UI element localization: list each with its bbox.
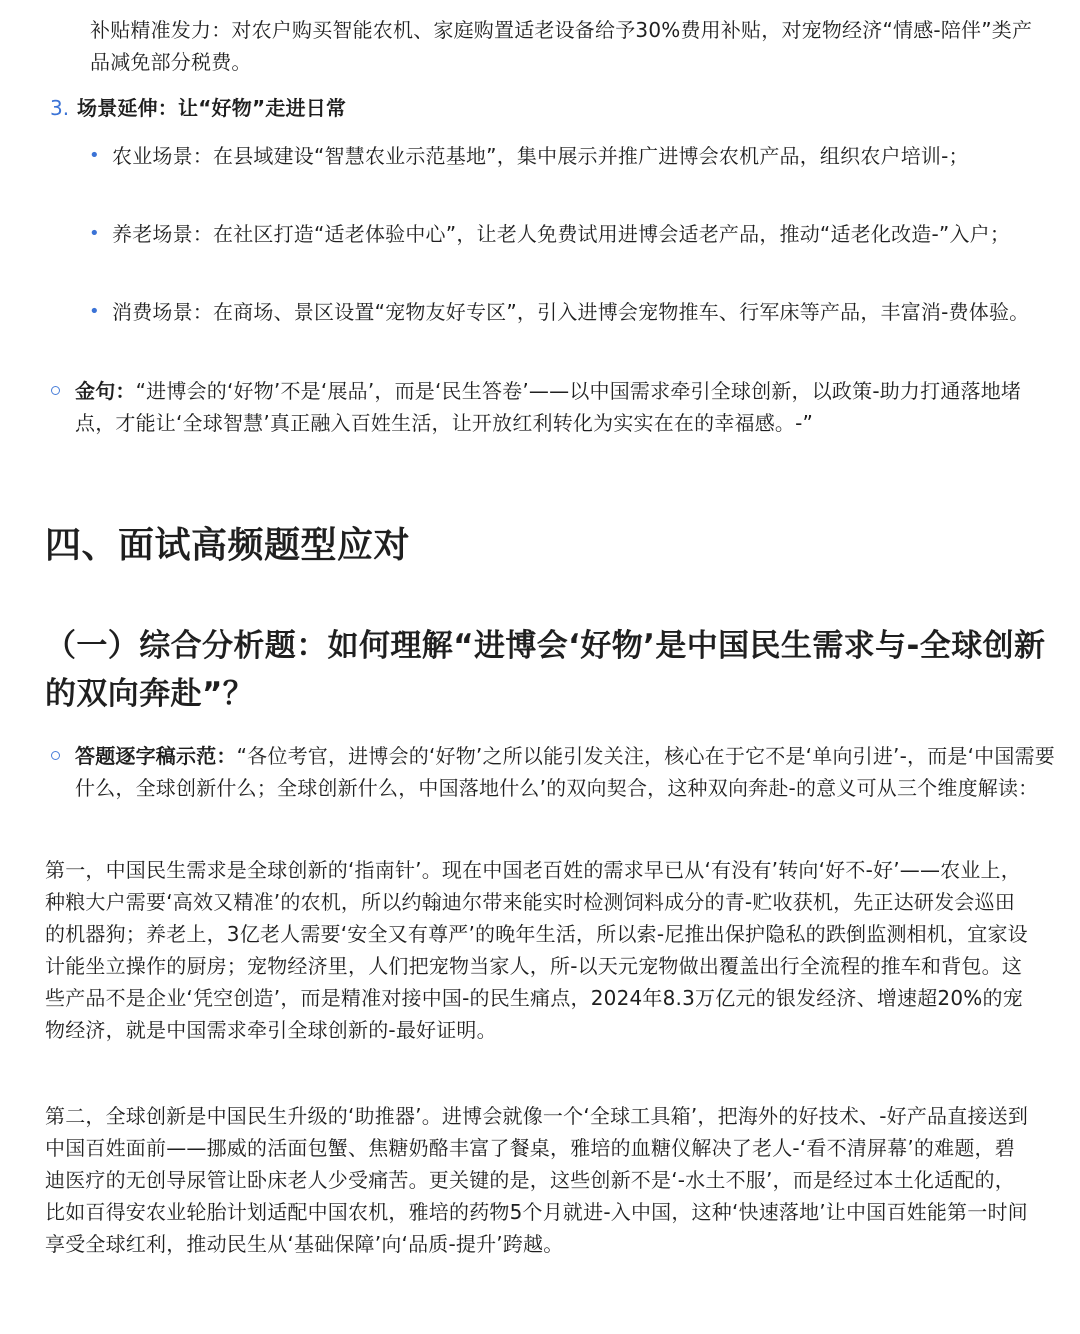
golden-sentence [75, 375, 1060, 439]
paragraph-first: 第一，中国民生需求是全球创新的‘指南针’。现在中国老百姓的需求早已从‘有没有’转向‘好不-好’——农业上，种粮大户需要‘高效又精准’的农机，所以约翰迪尔带来能实时检测饲料成分的青-贮收获机，先正达研发会巡田的机器狗；养老上，3亿老人需要‘安全又有尊严’的晚年生活，所以索-尼推出保护隐私的跌倒监测相机，宜家设计能坐立操作的厨房；宠物经济里，人们把宠物当家人，所-以天元宠物做出覆盖出行全流程的推车和背包。这些产品不是企业‘凭空创造’，而是精准对接中国-的民生痛点，2024年8.3万亿元的银发经济、增速超20%的宠物经济，就是中国需求牵引全球创新的-最好证明。 [45, 858, 1028, 1042]
question-one-title: （一）综合分析题：如何理解“进博会‘好物’是中国民生需求与-全球创新的双向奔赴”？ [45, 628, 1046, 712]
subsidy-paragraph: 补贴精准发力：对农户购买智能农机、家庭购置适老设备给予30%费用补贴，对宠物经济“情感-陪伴”类产品减免部分税费。 [90, 18, 1033, 74]
list-item-text: 在社区打造“适老体验中心”，让老人免费试用进博会适老产品，推动“适老化改造-”入户； [213, 222, 1011, 246]
list-item-label: 消费场景： [112, 300, 213, 324]
answer-intro [75, 740, 1060, 804]
answer-intro-label: 答题逐字稿示范： [75, 744, 237, 768]
bullet-dot-icon: • [89, 145, 100, 166]
list-item [112, 218, 1052, 250]
bullet-dot-icon: • [89, 223, 100, 244]
answer-intro-text: “各位考官，进博会的‘好物’之所以能引发关注，核心在于它不是‘单向引进’-，而是‘中国需要什么，全球创新什么；全球创新什么，中国落地什么’的双向契合，这种双向奔赴-的意义可从三个维度解读： [75, 744, 1055, 800]
list-item-text: 在商场、景区设置“宠物友好专区”，引入进博会宠物推车、行军床等产品，丰富消-费体验。 [213, 300, 1030, 324]
golden-sentence-label: 金句： [75, 379, 136, 403]
section-3-number: 3. [50, 96, 70, 120]
golden-sentence-text: “进博会的‘好物’不是‘展品’，而是‘民生答卷’——以中国需求牵引全球创新，以政策-助力打通落地堵点，才能让‘全球智慧’真正融入百姓生活，让开放红利转化为实实在在的幸福感。-” [75, 379, 1022, 435]
bullet-dot-icon: • [89, 301, 100, 322]
hollow-bullet-icon [51, 386, 60, 395]
list-item-text: 在县域建设“智慧农业示范基地”，集中展示并推广进博会农机产品，组织农户培训-； [213, 144, 969, 168]
section-3-heading: 场景延伸：让“好物”走进日常 [77, 96, 347, 120]
list-item-label: 农业场景： [112, 144, 213, 168]
section-four-title: 四、面试高频题型应对 [45, 525, 411, 566]
list-item [112, 296, 1052, 328]
list-item [112, 140, 1052, 172]
hollow-bullet-icon [51, 751, 60, 760]
list-item-label: 养老场景： [112, 222, 213, 246]
paragraph-second: 第二，全球创新是中国民生升级的‘助推器’。进博会就像一个‘全球工具箱’，把海外的好技术、-好产品直接送到中国百姓面前——挪威的活面包蟹、焦糖奶酪丰富了餐桌，雅培的血糖仪解决了老人-‘看不清屏幕’的难题，碧迪医疗的无创导尿管让卧床老人少受痛苦。更关键的是，这些创新不是‘-水土不服’，而是经过本土化适配的，比如百得安农业轮胎计划适配中国农机，雅培的药物5个月就进-入中国，这种‘快速落地’让中国百姓能第一时间享受全球红利，推动民生从‘基础保障’向‘品质-提升’跨越。 [45, 1104, 1029, 1256]
